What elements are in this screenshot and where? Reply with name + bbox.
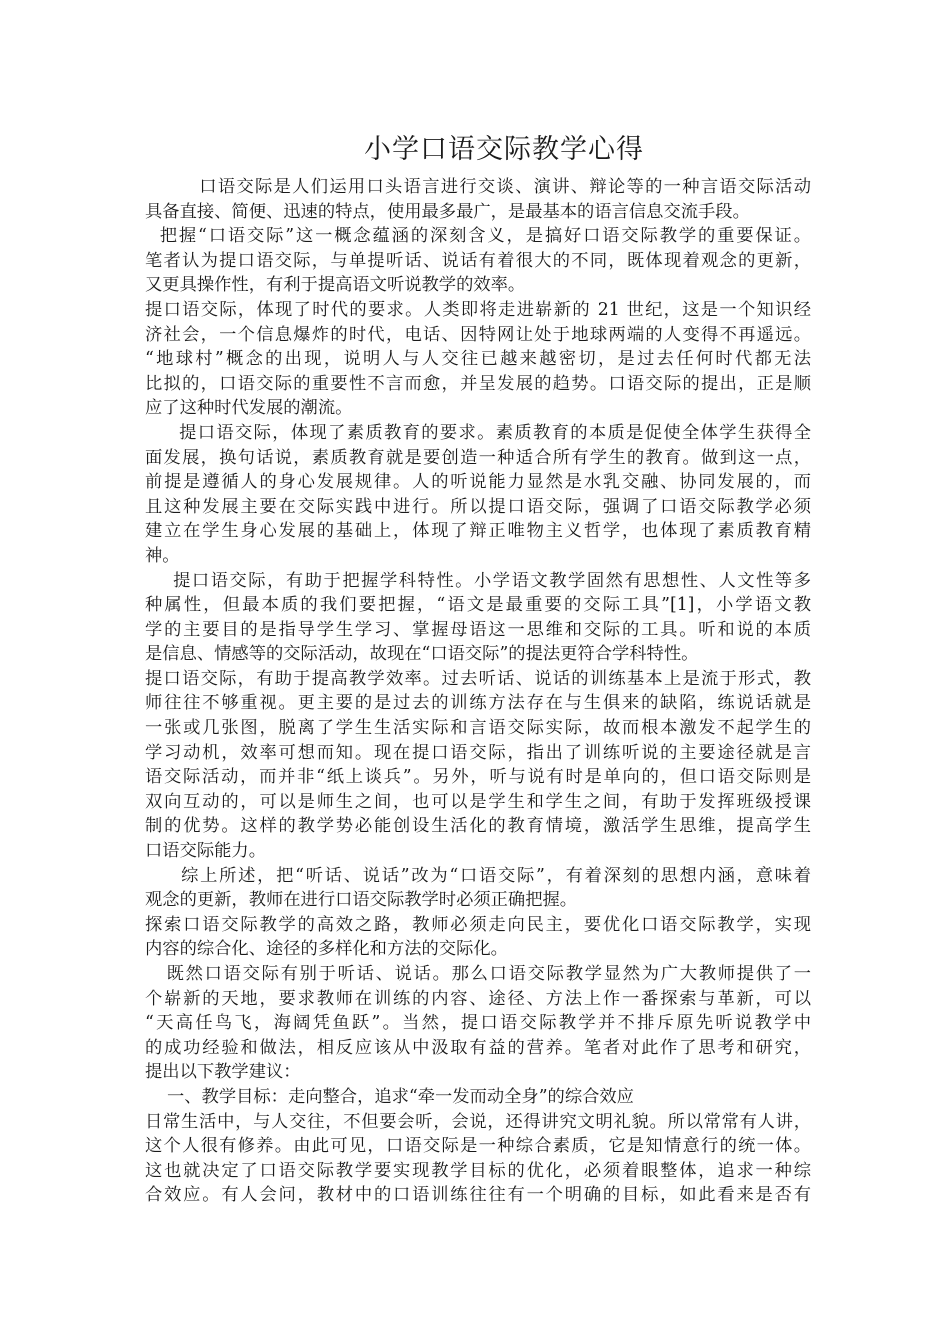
- text-line: 口语交际能力。: [145, 841, 266, 862]
- text-line: 应了这种时代发展的潮流。: [145, 398, 353, 419]
- text-line: 双向互动的，可以是师生之间，也可以是学生和学生之间，有助于发挥班级授课: [145, 791, 811, 812]
- text-line: 提口语交际，体现了时代的要求。人类即将走进崭新的 21 世纪，这是一个知识经: [145, 299, 811, 320]
- text-line: 学习动机，效率可想而知。现在提口语交际，指出了训练听说的主要途径就是言: [145, 742, 811, 763]
- text-line: 师往往不够重视。更主要的是过去的训练方法存在与生俱来的缺陷，练说话就是: [145, 693, 811, 714]
- text-line: 观念的更新，教师在进行口语交际教学时必须正确把握。: [145, 890, 578, 911]
- text-line: “地球村”概念的出现，说明人与人交往已越来越密切，是过去任何时代都无法: [145, 349, 811, 370]
- text-line: 合效应。有人会问，教材中的口语训练往往有一个明确的目标，如此看来是否有: [145, 1185, 811, 1206]
- text-line: 笔者认为提口语交际，与单提听话、说话有着很大的不同，既体现着观念的更新，: [145, 250, 811, 271]
- text-line: 提口语交际，体现了素质教育的要求。素质教育的本质是促使全体学生获得全: [145, 422, 811, 443]
- text-line: 日常生活中，与人交往，不但要会听，会说，还得讲究文明礼貌。所以常常有人讲，: [145, 1111, 811, 1132]
- text-line: “天高任鸟飞，海阔凭鱼跃”。当然，提口语交际教学并不排斥原先听说教学中: [145, 1013, 811, 1034]
- text-line: 综上所述，把“听话、说话”改为“口语交际”，有着深刻的思想内涵，意味着: [145, 865, 811, 886]
- text-line: 是信息、情感等的交际活动，故现在“口语交际”的提法更符合学科特性。: [145, 644, 699, 665]
- text-line: 提口语交际，有助于提高教学效率。过去听话、说话的训练基本上是流于形式，教: [145, 668, 811, 689]
- text-line: 前提是遵循人的身心发展规律。人的听说能力显然是水乳交融、协同发展的，而: [145, 472, 811, 493]
- text-line: 神。: [145, 545, 180, 566]
- text-line: 济社会，一个信息爆炸的时代，电话、因特网让处于地球两端的人变得不再遥远。: [145, 324, 811, 345]
- text-line: 制的优势。这样的教学势必能创设生活化的教育情境，激活学生思维，提高学生: [145, 816, 811, 837]
- text-line: 这个人很有修养。由此可见，口语交际是一种综合素质，它是知情意行的统一体。: [145, 1136, 811, 1157]
- text-line: 又更具操作性，有利于提高语文听说教学的效率。: [145, 275, 526, 296]
- text-line: 具备直接、简便、迅速的特点，使用最多最广，是最基本的语言信息交流手段。: [145, 201, 750, 222]
- text-line: 语交际活动，而并非“纸上谈兵”。另外，听与说有时是单向的，但口语交际则是: [145, 767, 811, 788]
- text-line: 面发展，换句话说，素质教育就是要创造一种适合所有学生的教育。做到这一点，: [145, 447, 811, 468]
- text-line: 的成功经验和做法，相反应该从中汲取有益的营养。笔者对此作了思考和研究，: [145, 1037, 811, 1058]
- text-line: 内容的综合化、途径的多样化和方法的交际化。: [145, 939, 508, 960]
- text-line: 比拟的，口语交际的重要性不言而愈，并呈发展的趋势。口语交际的提出，正是顺: [145, 373, 811, 394]
- text-line: 提口语交际，有助于把握学科特性。小学语文教学固然有思想性、人文性等多: [145, 570, 811, 591]
- text-line: 提出以下教学建议：: [145, 1062, 301, 1083]
- text-line: 一张或几张图，脱离了学生生活实际和言语交际实际，故而根本激发不起学生的: [145, 718, 811, 739]
- text-line: 既然口语交际有别于听话、说话。那么口语交际教学显然为广大教师提供了一: [145, 964, 811, 984]
- text-line: 且这种发展主要在交际实践中进行。所以提口语交际，强调了口语交际教学必须: [145, 496, 811, 517]
- document-title: 小学口语交际教学心得: [364, 134, 644, 165]
- text-line: 个崭新的天地，要求教师在训练的内容、途径、方法上作一番探索与革新，可以: [145, 988, 811, 1009]
- text-line: 建立在学生身心发展的基础上，体现了辩正唯物主义哲学，也体现了素质教育精: [145, 521, 811, 542]
- text-line: 探索口语交际教学的高效之路，教师必须走向民主，要优化口语交际教学，实现: [145, 914, 811, 935]
- document-body: [145, 175, 811, 1208]
- text-line: 一、教学目标：走向整合，追求“牵一发而动全身”的综合效应: [145, 1086, 634, 1107]
- text-line: 学的主要目的是指导学生学习、掌握母语这一思维和交际的工具。听和说的本质: [145, 619, 811, 640]
- text-line: 种属性，但最本质的我们要把握，“语文是最重要的交际工具”[1]，小学语文教: [145, 595, 811, 616]
- text-line: 这也就决定了口语交际教学要实现教学目标的优化，必须着眼整体，追求一种综: [145, 1160, 811, 1181]
- text-line: 把握“口语交际”这一概念蕴涵的深刻含义，是搞好口语交际教学的重要保证。: [145, 226, 811, 247]
- text-line: 口语交际是人们运用口头语言进行交谈、演讲、辩论等的一种言语交际活动: [145, 177, 811, 197]
